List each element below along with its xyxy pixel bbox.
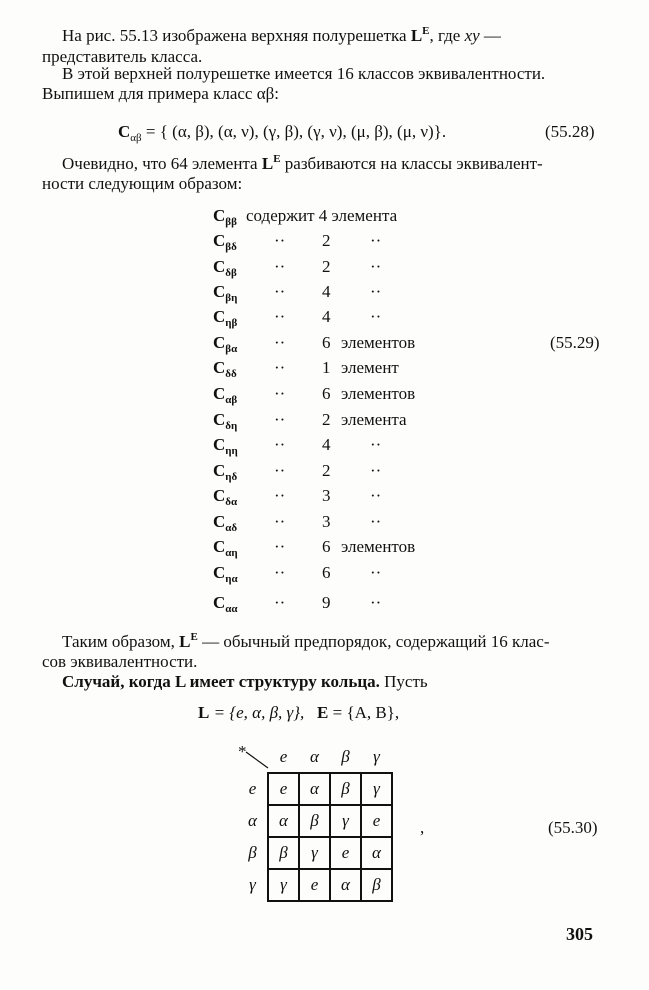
class-name: $C_{\beta\eta}$ <box>213 282 238 304</box>
class-row <box>0 537 649 561</box>
class-row <box>0 384 649 408</box>
paragraph-4-line-2: сов эквивалентности. <box>42 652 198 671</box>
paragraph-5: Случай, когда L имеет структуру кольца. Пусть <box>62 672 428 691</box>
paragraph-4-line-1: Таким образом, $L^E$ — обычный предпорядок, содержащий 16 клас- <box>62 631 550 651</box>
class-name: $C_{\beta\beta}$ <box>213 206 237 228</box>
table-cell: γ <box>299 837 330 869</box>
table-cell: α <box>299 773 330 805</box>
class-row <box>0 307 649 331</box>
ditto-mark: ·· <box>274 512 286 531</box>
element-count: 9 <box>322 593 331 612</box>
table-cell: α <box>330 869 361 901</box>
class-description: содержит 4 элемента <box>246 206 398 225</box>
table-cell: e <box>361 805 392 837</box>
class-name: $C_{\beta\delta}$ <box>213 231 237 253</box>
ditto-mark: ·· <box>274 461 286 480</box>
class-row <box>0 461 649 485</box>
ditto-mark: ·· <box>274 593 286 612</box>
element-count: 4 <box>322 307 331 326</box>
paragraph-3-line-2: ности следующим образом: <box>42 174 243 193</box>
element-count: 6 <box>322 537 331 556</box>
ditto-mark: ·· <box>274 333 286 352</box>
paragraph-2-line-2: Выпишем для примера класс αβ: <box>42 84 280 103</box>
element-word: ·· <box>370 461 382 480</box>
element-word: ·· <box>370 282 382 301</box>
element-word: ·· <box>370 486 382 505</box>
ditto-mark: ·· <box>274 563 286 582</box>
ditto-mark: ·· <box>274 486 286 505</box>
corner-symbol: * <box>238 742 247 761</box>
class-name: $C_{\alpha\eta}$ <box>213 537 238 559</box>
table-cell: β <box>330 773 361 805</box>
class-name: $C_{\delta\delta}$ <box>213 358 237 380</box>
equation-55-28: $C_{\alpha\beta}$ = { (α, β), (α, ν), (γ, β), (γ, ν), (μ, β), (μ, ν)}. <box>118 122 447 144</box>
table-cell: γ <box>361 773 392 805</box>
class-row <box>0 563 649 587</box>
class-row <box>0 486 649 510</box>
class-name: $C_{\eta\delta}$ <box>213 461 238 483</box>
table-cell: γ <box>268 869 299 901</box>
element-count: 4 <box>322 435 331 454</box>
element-count: 2 <box>322 231 331 250</box>
element-word: элементов <box>341 333 416 352</box>
cayley-table <box>238 742 393 902</box>
element-count: 4 <box>322 282 331 301</box>
element-count: 6 <box>322 333 331 352</box>
class-row <box>0 435 649 459</box>
table-cell: α <box>361 837 392 869</box>
class-name: $C_{\delta\alpha}$ <box>213 486 238 508</box>
table-header-row <box>238 742 392 773</box>
table-cell: β <box>268 837 299 869</box>
ditto-mark: ·· <box>274 231 286 250</box>
element-word: элементов <box>341 537 416 556</box>
row-header: γ <box>249 875 256 894</box>
element-count: 2 <box>322 461 331 480</box>
element-word: ·· <box>370 563 382 582</box>
equation-number-55-29: (55.29) <box>550 333 600 352</box>
element-word: элемента <box>341 410 407 429</box>
column-header: β <box>341 747 350 766</box>
ditto-mark: ·· <box>274 358 286 377</box>
column-header: α <box>310 747 319 766</box>
class-name: $C_{\eta\beta}$ <box>213 307 238 329</box>
paragraph-1-line-1: На рис. 55.13 изображена верхняя полурешетка $L^E$, где xy — <box>62 25 501 45</box>
class-name: $C_{\alpha\delta}$ <box>213 512 238 534</box>
element-word: ·· <box>370 307 382 326</box>
ditto-mark: ·· <box>274 307 286 326</box>
class-name: $C_{\alpha\beta}$ <box>213 384 238 406</box>
class-name: $C_{\eta\alpha}$ <box>213 563 238 585</box>
table-cell: γ <box>330 805 361 837</box>
element-word: ·· <box>370 512 382 531</box>
equation-number-55-30: (55.30) <box>548 818 598 837</box>
row-header: e <box>248 779 257 798</box>
table-row <box>238 837 392 869</box>
table-row <box>238 805 392 837</box>
class-name: $C_{\alpha\alpha}$ <box>213 593 238 615</box>
table-comma: , <box>420 818 425 837</box>
row-header: α <box>248 811 257 830</box>
ditto-mark: ·· <box>274 435 286 454</box>
element-word: ·· <box>370 257 382 276</box>
row-header: β <box>248 843 257 862</box>
paragraph-2-line-1: В этой верхней полурешетке имеется 16 классов эквивалентности. <box>62 64 546 83</box>
element-count: 6 <box>322 563 331 582</box>
table-cell: β <box>299 805 330 837</box>
table-cell: e <box>299 869 330 901</box>
class-name: $C_{\beta\alpha}$ <box>213 333 238 355</box>
table-row <box>238 773 392 805</box>
equation-number-55-28: (55.28) <box>545 122 595 141</box>
element-count: 3 <box>322 512 331 531</box>
element-count: 2 <box>322 410 331 429</box>
class-name: $C_{\delta\eta}$ <box>213 410 238 432</box>
ditto-mark: ·· <box>274 257 286 276</box>
element-word: ·· <box>370 593 382 612</box>
table-cell: β <box>361 869 392 901</box>
element-count: 2 <box>322 257 331 276</box>
element-word: ·· <box>370 435 382 454</box>
class-row <box>0 410 649 434</box>
table-row <box>238 869 392 901</box>
class-name: $C_{\delta\beta}$ <box>213 257 237 279</box>
class-name: $C_{\eta\eta}$ <box>213 435 238 457</box>
ditto-mark: ·· <box>274 537 286 556</box>
class-row-first <box>0 206 649 230</box>
ditto-mark: ·· <box>274 282 286 301</box>
class-row <box>0 512 649 536</box>
element-word: элемент <box>341 358 399 377</box>
page-number: 305 <box>566 924 593 944</box>
class-row <box>0 593 649 617</box>
ditto-mark: ·· <box>274 410 286 429</box>
class-row <box>0 231 649 255</box>
element-count: 6 <box>322 384 331 403</box>
set-equation: L = {e, α, β, γ}, E = {A, B}, <box>198 703 400 722</box>
class-row <box>0 257 649 281</box>
table-cell: e <box>330 837 361 869</box>
element-count: 1 <box>322 358 331 377</box>
paragraph-3-line-1: Очевидно, что 64 элемента $L^E$ разбиваются на классы эквивалент- <box>62 153 543 173</box>
table-cell: α <box>268 805 299 837</box>
class-row <box>0 358 649 382</box>
element-count: 3 <box>322 486 331 505</box>
element-word: элементов <box>341 384 416 403</box>
table-cell: e <box>268 773 299 805</box>
element-word: ·· <box>370 231 382 250</box>
class-row <box>0 282 649 306</box>
paragraph-1-line-2: представитель класса. <box>42 47 203 66</box>
column-header: γ <box>373 747 380 766</box>
column-header: e <box>279 747 288 766</box>
ditto-mark: ·· <box>274 384 286 403</box>
